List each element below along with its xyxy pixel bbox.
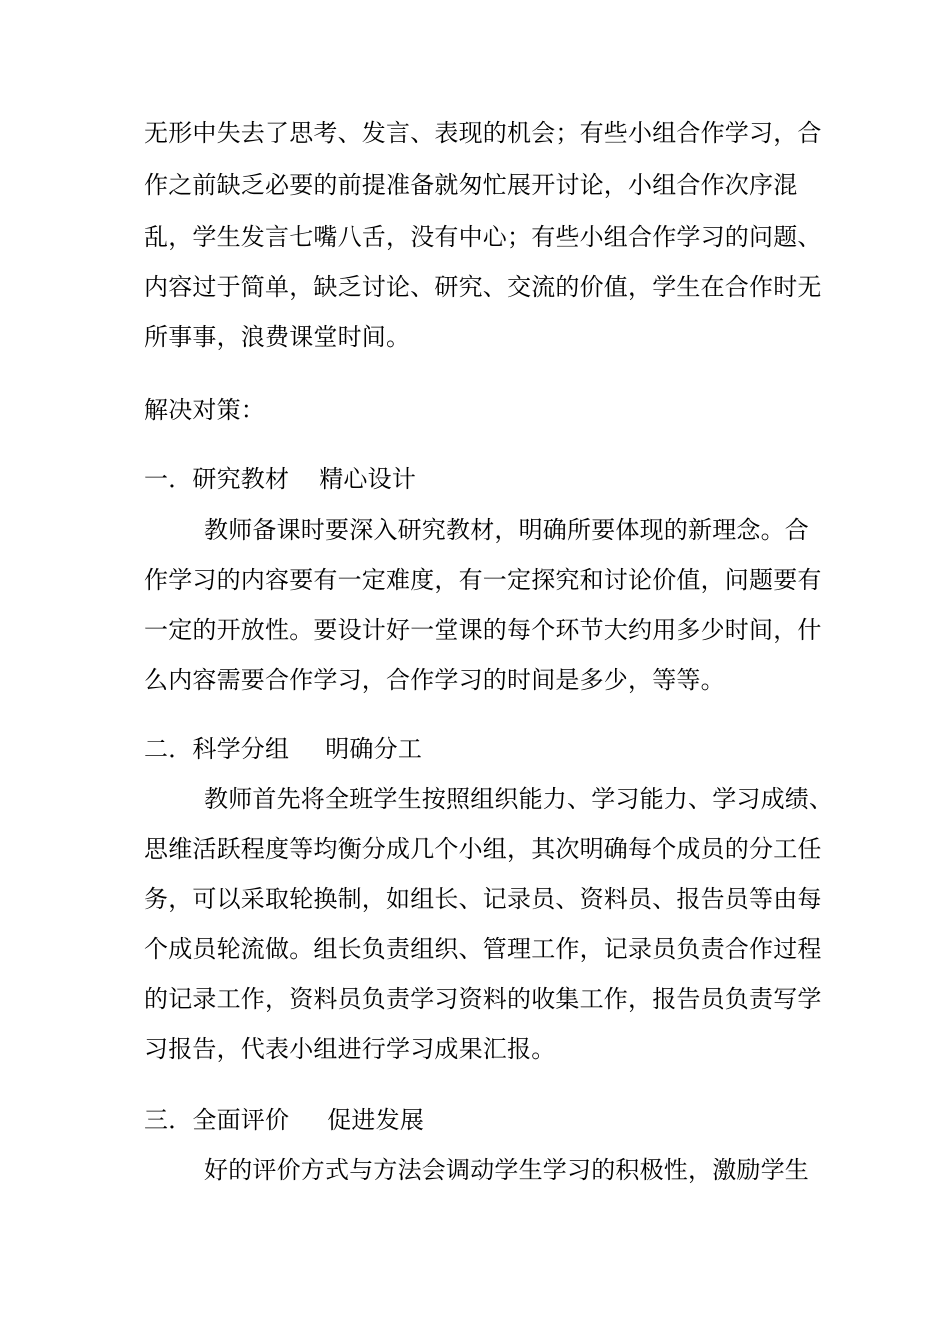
intro-line-5: 所事事，浪费课堂时间。 [144, 323, 411, 351]
intro-line-3: 乱，学生发言七嘴八舌，没有中心；有些小组合作学习的问题、 [144, 223, 822, 251]
section-2-heading [144, 734, 814, 764]
intro-line-2: 作之前缺乏必要的前提准备就匆忙展开讨论，小组合作次序混 [144, 171, 798, 199]
section-3-line-1: 好的评价方式与方法会调动学生学习的积极性，激励学生 [204, 1156, 809, 1184]
section-1-line-2: 作学习的内容要有一定难度，有一定探究和讨论价值，问题要有 [144, 566, 822, 594]
section-3-heading [144, 1105, 814, 1135]
section-2-number: 二． [144, 735, 193, 763]
section-1-line-1: 教师备课时要深入研究教材，明确所要体现的新理念。合 [204, 516, 809, 544]
section-2-title-b: 明确分工 [325, 735, 423, 763]
section-1-line-4: 么内容需要合作学习，合作学习的时间是多少，等等。 [144, 666, 725, 694]
section-1-heading [144, 464, 814, 494]
section-1-title-b: 精心设计 [319, 465, 417, 493]
section-3-title-b: 促进发展 [327, 1106, 425, 1134]
section-2-line-1: 教师首先将全班学生按照组织能力、学习能力、学习成绩、 [204, 785, 834, 813]
section-3-number: 三． [144, 1106, 193, 1134]
section-2-line-5: 的记录工作，资料员负责学习资料的收集工作，报告员负责写学 [144, 985, 822, 1013]
section-2-line-3: 务，可以采取轮换制，如组长、记录员、资料员、报告员等由每 [144, 885, 822, 913]
section-1-number: 一． [144, 465, 193, 493]
section-2-line-4: 个成员轮流做。组长负责组织、管理工作，记录员负责合作过程 [144, 935, 822, 963]
intro-line-4: 内容过于简单，缺乏讨论、研究、交流的价值，学生在合作时无 [144, 273, 822, 301]
section-3-title-a: 全面评价 [192, 1106, 290, 1134]
section-2-line-6: 习报告，代表小组进行学习成果汇报。 [144, 1035, 556, 1063]
section-2-title-a: 科学分组 [192, 735, 290, 763]
section-1-line-3: 一定的开放性。要设计好一堂课的每个环节大约用多少时间，什 [144, 616, 822, 644]
section-1-title-a: 研究教材 [192, 465, 290, 493]
solutions-heading: 解决对策： [144, 396, 265, 424]
intro-line-1: 无形中失去了思考、发言、表现的机会；有些小组合作学习，合 [144, 119, 822, 147]
section-2-line-2: 思维活跃程度等均衡分成几个小组，其次明确每个成员的分工任 [144, 835, 822, 863]
